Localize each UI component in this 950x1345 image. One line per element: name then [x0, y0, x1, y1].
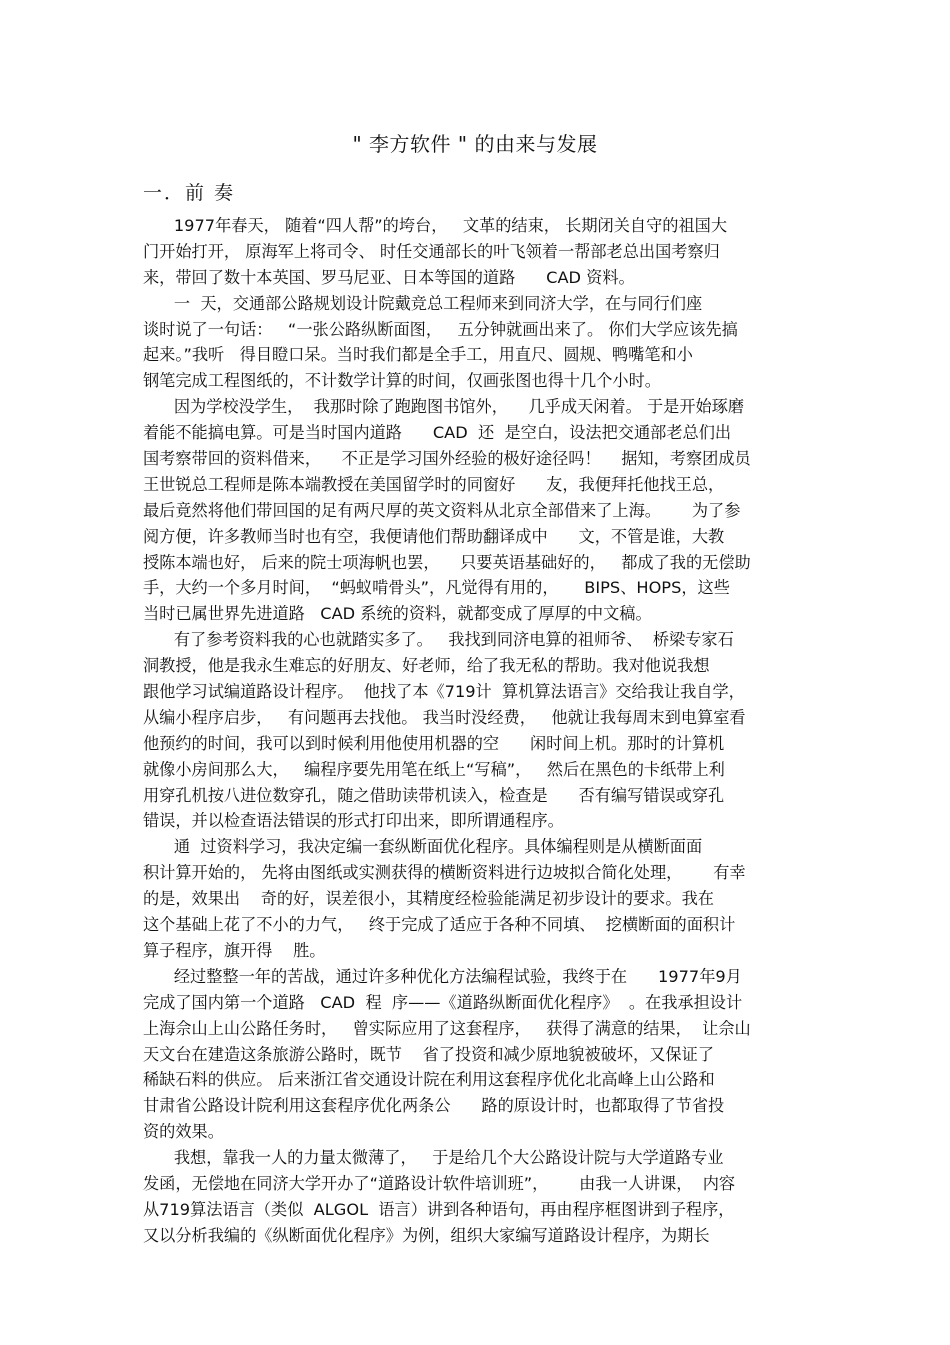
- document-title: " 李方软件 " 的由来与发展: [352, 132, 598, 156]
- text-line: 谈时说了一句话： “一张公路纵断面图， 五分钟就画出来了。 你们大学应该先搞: [143, 319, 738, 339]
- text-line: 阅方便，许多教师当时也有空，我便请他们帮助翻译成中 文，不管是谁，大教: [143, 526, 725, 546]
- text-line: 来，带回了数十本英国、罗马尼亚、日本等国的道路 CAD 资料。: [143, 267, 635, 287]
- text-line: 天文台在建造这条旅游公路时，既节 省了投资和减少原地貌被破坏，又保证了: [143, 1044, 714, 1064]
- text-line: 又以分析我编的《纵断面优化程序》为例，组织大家编写道路设计程序，为期长: [143, 1225, 710, 1245]
- text-line: 从编小程序启步， 有问题再去找他。 我当时没经费， 他就让我每周末到电算室看: [143, 707, 746, 727]
- text-line: 发函，无偿地在同济大学开办了“道路设计软件培训班”， 由我一人讲课， 内容: [143, 1173, 736, 1193]
- text-line: 1977年春天， 随着“四人帮”的垮台， 文革的结束， 长期闭关自守的祖国大: [143, 216, 728, 235]
- text-line: 最后竟然将他们带回国的足有两尺厚的英文资料从北京全部借来了上海。 为了参: [143, 500, 741, 520]
- text-line: 资的效果。: [143, 1122, 224, 1142]
- text-line: 授陈本端也好， 后来的院士项海帆也罢， 只要英语基础好的， 都成了我的无偿助: [143, 552, 751, 572]
- text-line: 因为学校没学生， 我那时除了跑跑图书馆外， 几乎成天闲着。 于是开始琢磨: [143, 397, 745, 417]
- section-heading: 一．前 奏: [143, 182, 236, 204]
- text-line: 甘肃省公路设计院利用这套程序优化两条公 路的原设计时，也都取得了节省投: [143, 1096, 725, 1116]
- text-line: 钢笔完成工程图纸的，不计数学计算的时间，仅画张图也得十几个小时。: [143, 371, 661, 391]
- text-line: 洞教授，他是我永生难忘的好朋友、好老师，给了我无私的帮助。我对他说我想: [143, 656, 710, 676]
- text-line: 他预约的时间，我可以到时候利用他使用机器的空 闲时间上机。那时的计算机: [143, 733, 725, 753]
- text-line: 完成了国内第一个道路 CAD 程 序——《道路纵断面优化程序》 。在我承担设计: [143, 992, 743, 1012]
- text-line: 起来。”我听 得目瞪口呆。当时我们都是全手工，用直尺、圆规、鸭嘴笔和小: [143, 345, 693, 365]
- text-line: 一 天，交通部公路规划设计院戴竞总工程师来到同济大学，在与同行们座: [143, 293, 703, 313]
- text-line: 有了参考资料我的心也就踏实多了。 我找到同济电算的祖师爷、 桥梁专家石: [143, 630, 734, 650]
- text-line: 上海佘山上山公路任务时， 曾实际应用了这套程序， 获得了满意的结果， 让佘山: [143, 1018, 751, 1038]
- text-line: 从719算法语言（类似 ALGOL 语言）讲到各种语句，再由程序框图讲到子程序，: [143, 1199, 735, 1219]
- text-line: 就像小房间那么大， 编程序要先用笔在纸上“写稿”， 然后在黑色的卡纸带上利: [143, 759, 725, 779]
- text-line: 用穿孔机按八进位数穿孔，随之借助读带机读入，检查是 否有编写错误或穿孔: [143, 785, 725, 805]
- text-line: 通 过资料学习，我决定编一套纵断面优化程序。具体编程则是从横断面面: [143, 837, 703, 857]
- text-line: 王世锐总工程师是陈本端教授在美国留学时的同窗好 友，我便拜托他找王总，: [143, 474, 725, 494]
- text-line: 跟他学习试编道路设计程序。 他找了本《719计 算机算法语言》交给我让我自学，: [143, 682, 745, 702]
- text-line: 手，大约一个多月时间， “蚂蚁啃骨头”，凡觉得有用的， BIPS、HOPS，这些: [143, 578, 730, 598]
- text-line: 这个基础上花了不小的力气， 终于完成了适应于各种不同填、 挖横断面的面积计: [143, 915, 736, 935]
- text-line: 门开始打开， 原海军上将司令、 时任交通部长的叶飞领着一帮部老总出国考察归: [143, 241, 720, 261]
- text-line: 积计算开始的， 先将由图纸或实测获得的横断资料进行边坡拟合简化处理， 有幸: [143, 863, 746, 883]
- body-text: [143, 213, 813, 1249]
- text-line: 经过整整一年的苦战，通过许多种优化方法编程试验，我终于在 1977年9月: [143, 966, 742, 986]
- text-line: 错误，并以检查语法错误的形式打印出来，即所谓通程序。: [143, 811, 564, 831]
- text-line: 着能不能搞电算。可是当时国内道路 CAD 还 是空白，设法把交通部老总们出: [143, 423, 732, 443]
- text-line: 国考察带回的资料借来， 不正是学习国外经验的极好途径吗！ 据知，考察团成员: [143, 449, 751, 469]
- text-line: 我想，靠我一人的力量太微薄了， 于是给几个大公路设计院与大学道路专业: [143, 1148, 724, 1168]
- text-line: 算子程序，旗开得 胜。: [143, 940, 326, 960]
- text-line: 当时已属世界先进道路 CAD 系统的资料，就都变成了厚厚的中文稿。: [143, 604, 652, 624]
- text-line: 稀缺石料的供应。 后来浙江省交通设计院在利用这套程序优化北高峰上山公路和: [143, 1070, 715, 1090]
- text-line: 的是，效果出 奇的好，误差很小，其精度经检验能满足初步设计的要求。我在: [143, 889, 714, 909]
